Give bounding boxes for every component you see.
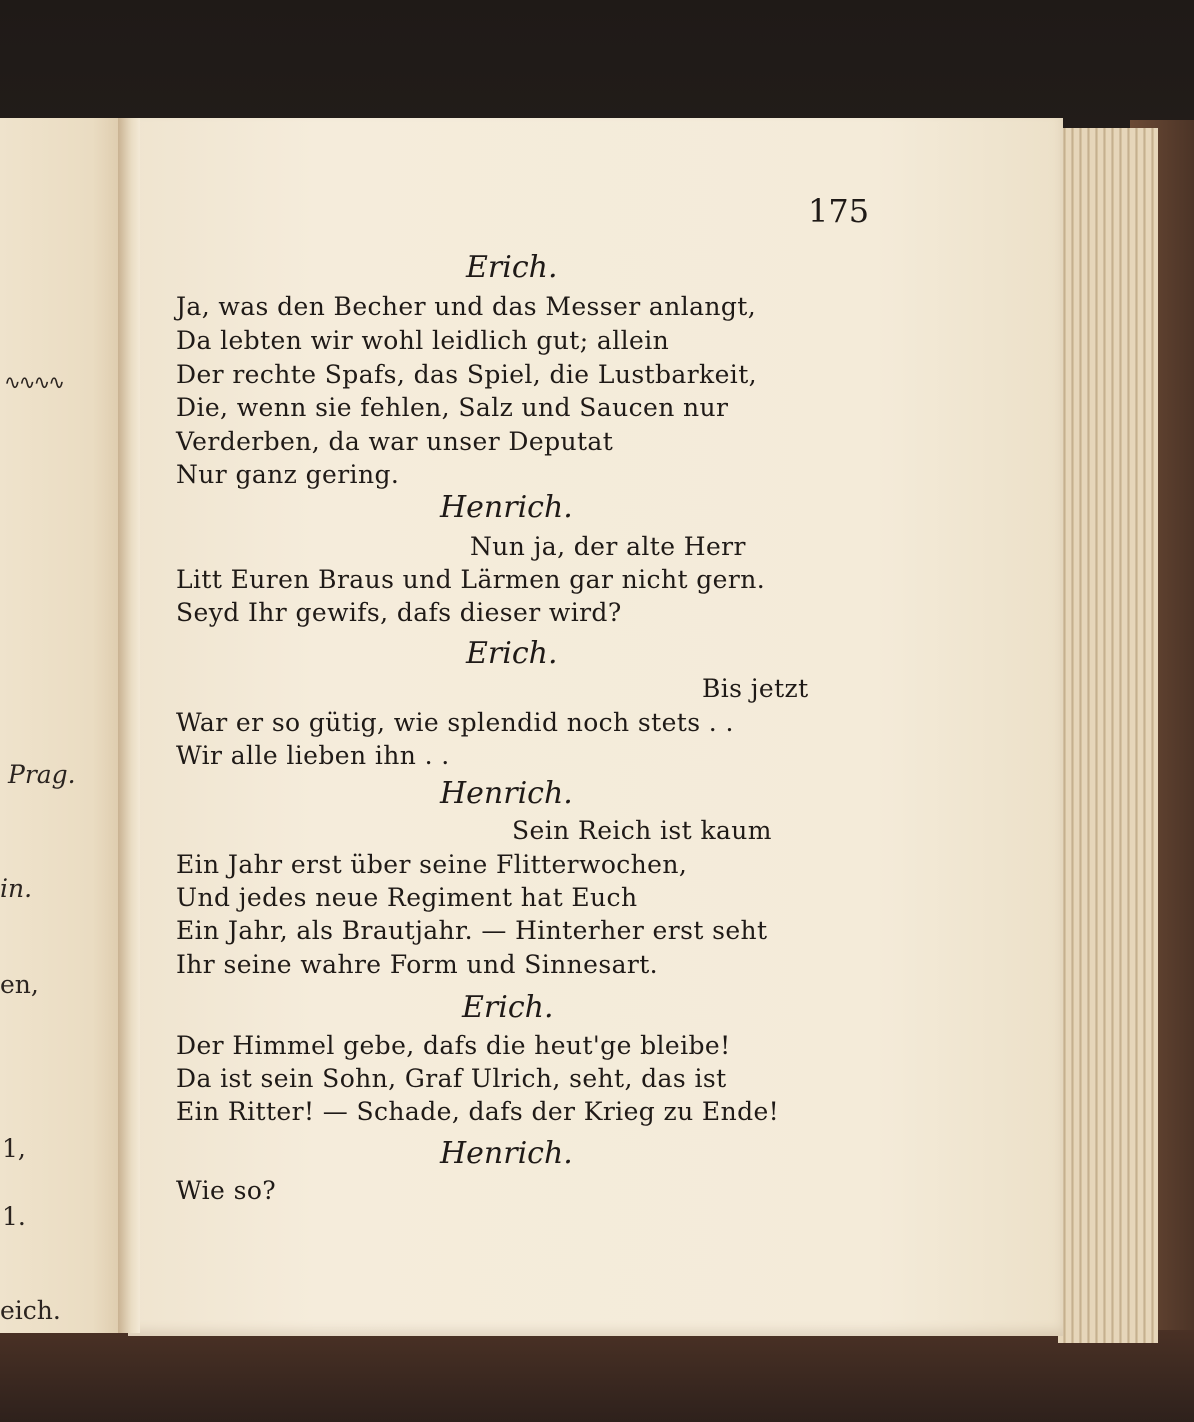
left-page (0, 118, 132, 1333)
verse-line: Ein Ritter! — Schade, dafs der Krieg zu Ende! (176, 1097, 780, 1126)
left-page-fragment: eich. (0, 1296, 61, 1325)
speaker-name: Erich. (462, 990, 554, 1025)
left-page-fragment: en, (0, 970, 39, 999)
verse-line: Litt Euren Braus und Lärmen gar nicht gern. (176, 565, 766, 594)
book-gutter (118, 118, 140, 1333)
speaker-name: Henrich. (440, 1136, 573, 1171)
verse-line: Die, wenn sie fehlen, Salz und Saucen nur (176, 393, 729, 422)
verse-line: Der Himmel gebe, dafs die heut'ge bleibe! (176, 1031, 731, 1060)
verse-line: Ein Jahr, als Brautjahr. — Hinterher erst seht (176, 916, 768, 945)
verse-line: Der rechte Spafs, das Spiel, die Lustbarkeit, (176, 360, 757, 389)
left-page-fragment: in. (0, 874, 33, 903)
speaker-name: Henrich. (440, 776, 573, 811)
verse-line: War er so gütig, wie splendid noch stets . . (176, 708, 734, 737)
speaker-name: Erich. (466, 636, 558, 671)
verse-line: Ja, was den Becher und das Messer anlangt, (176, 292, 757, 321)
left-page-fragment: Prag. (8, 760, 76, 789)
speaker-name: Erich. (466, 250, 558, 285)
verse-line: Nun ja, der alte Herr (470, 532, 746, 561)
verse-line: Verderben, da war unser Deputat (176, 427, 614, 456)
page-number: 175 (808, 192, 870, 230)
verse-line: Ein Jahr erst über seine Flitterwochen, (176, 850, 688, 879)
left-page-fragment: 1, (2, 1134, 26, 1163)
speaker-name: Henrich. (440, 490, 573, 525)
verse-line: Und jedes neue Regiment hat Euch (176, 883, 638, 912)
page-edges (1058, 128, 1158, 1343)
ornament-icon: ∿∿∿∿ (4, 370, 64, 394)
left-page-fragment: 1. (2, 1202, 26, 1231)
verse-line: Ihr seine wahre Form und Sinnesart. (176, 950, 659, 979)
verse-line: Da lebten wir wohl leidlich gut; allein (176, 326, 670, 355)
verse-line: Seyd Ihr gewifs, dafs dieser wird? (176, 598, 622, 627)
verse-line: Sein Reich ist kaum (512, 816, 772, 845)
verse-line: Nur ganz gering. (176, 460, 400, 489)
book-cover-bottom (0, 1330, 1194, 1422)
verse-line: Da ist sein Sohn, Graf Ulrich, seht, das ist (176, 1064, 727, 1093)
verse-line: Wir alle lieben ihn . . (176, 741, 450, 770)
verse-line: Wie so? (176, 1176, 277, 1205)
verse-line: Bis jetzt (702, 674, 809, 703)
